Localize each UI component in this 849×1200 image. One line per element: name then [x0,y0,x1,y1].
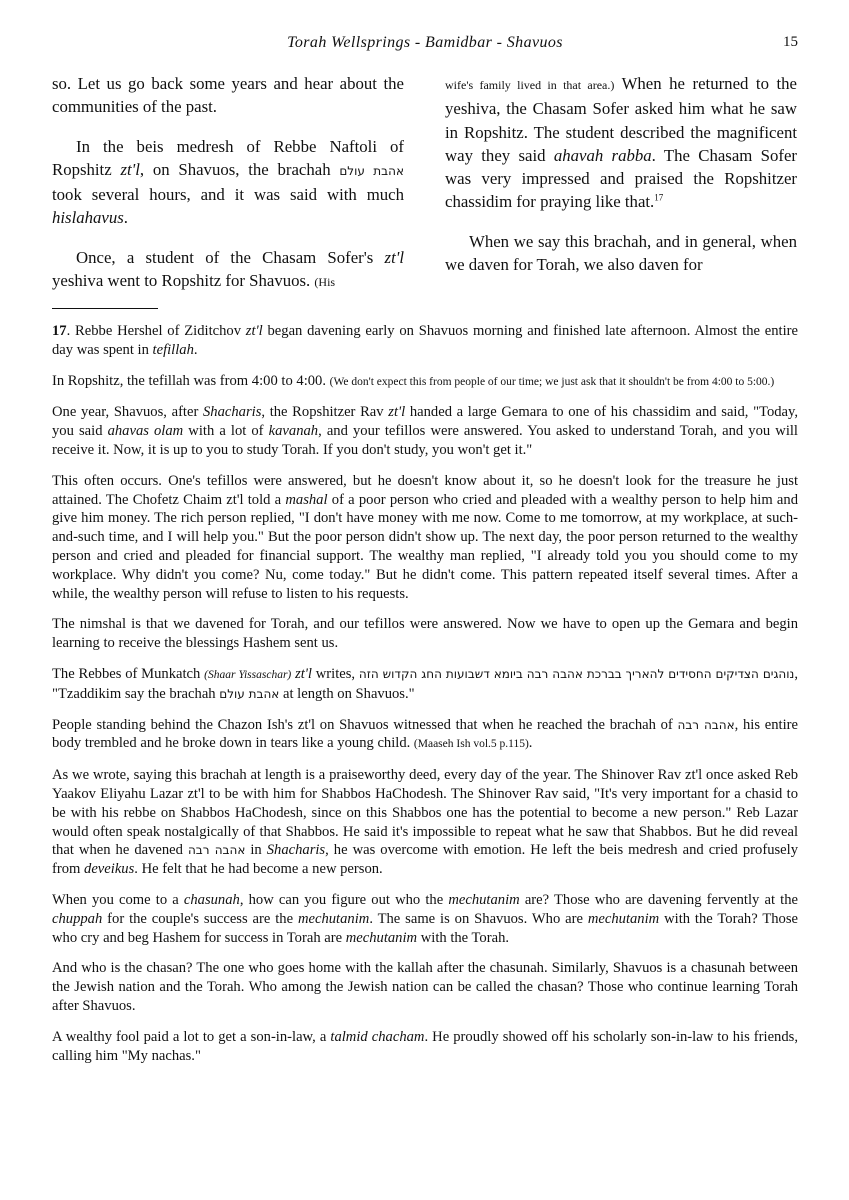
left-paragraph-1: so. Let us go back some years and hear about the communities of the past. [52,74,404,117]
text-span: yeshiva went to Ropshitz for Shavuos. [52,271,315,291]
italic-term: zt'l [120,159,140,179]
note-paragraph-10: And who is the chasan? The one who goes home with the kallah after the chasunah. Similarly, Shavuos is a chasunah between the Jewish nation and the Torah. Who among the Jewish nation can be called the chasan? Those who continue learning Torah after Shavuos. [52,960,798,1014]
text-span: When he returned to the yeshiva, the Chasam Sofer asked him what he saw in Ropshitz. The student described the magnificent way they said [445,74,797,165]
text-span: . He felt that he had become a new person. [134,861,383,878]
text-span: took several hours, and it was said with much [52,185,404,205]
italic-term: mechutanim [297,910,370,927]
italic-term: zt'l [245,323,263,339]
italic-term: Shacharis [203,404,262,421]
note-paragraph-8 [52,766,798,879]
italic-term: zt'l [384,247,404,267]
text-span: , his entire body trembled and he broke down in tears like a young child. [52,716,798,752]
page-number: 15 [783,34,798,50]
text-span: In the beis medresh of Rebbe Naftoli of Ropshitz [52,136,404,179]
text-span: When you come to a [52,891,184,908]
text-span: , on Shavuos, the brachah [139,159,340,179]
footnote-17 [52,322,798,360]
right-paragraph-2: When we say this brachah, and in general, when we daven for Torah, we also daven for [445,231,797,275]
italic-term: chasunah [183,891,240,908]
note-paragraph-4 [52,472,798,604]
right-column [445,72,797,292]
small-text: (We don't expect this from people of our time; we just ask that it shouldn't be from 4:00 to 5:00.) [329,375,775,388]
hebrew-text: אהבת עולם [339,163,404,178]
text-span: of a poor person who cried and pleaded with a wealthy person to help him and give him money. The rich person replied, "I don't have money with me now. Come to me tomorrow, at my workplace, at such-and-such time, and I will help you." But the poor person didn't show up. The next day, the poor person returned to the wealthy person and cried and pleaded for financial support. The wealthy man replied, "I already told you you should come to my workplace. Why didn't you come? Nu, come today." But he didn't come. This pattern repeated itself several times. After a while, the wealthy person will refuse to listen to his requests. [52,491,799,602]
text-span: in [245,842,267,859]
running-title: Torah Wellsprings - Bamidbar - Shavuos [287,34,563,51]
left-column [52,72,404,310]
footnotes [52,322,798,1077]
text-span: writes, [311,665,359,682]
italic-term: mechutanim [587,910,660,927]
text-span: The Rebbes of Munkatch [52,665,205,682]
left-paragraph-3 [52,246,404,295]
note-paragraph-7 [52,716,798,755]
text-span: with the Torah. [417,929,510,946]
text-span: Once, a student of the Chasam Sofer's [76,247,385,267]
small-text: (His [314,275,336,290]
text-span: are? Those who are davening fervently at the [519,891,798,908]
left-paragraph-2 [52,135,404,230]
text-span: . Rebbe Hershel of Ziditchov [66,323,246,339]
footnote-rule [52,308,158,309]
text-span: . [123,208,128,228]
text-span: , and your tefillos were answered. You asked to understand Torah, and you will receive it. Now, it is up to you to study Torah. If you don't study, you won't get it." [52,423,798,458]
text-span: . [193,341,198,358]
italic-term: mashal [285,491,328,508]
text-span: , he was overcome with emotion. He left the beis medresh and cried profusely from [52,842,798,878]
small-text: wife's family lived in that area.) [445,78,615,92]
italic-term: mechutanim [448,891,520,908]
italic-term: deveikus [84,861,135,878]
note-paragraph-5: The nimshal is that we davened for Torah, and our tefillos were answered. Now we have to open up the Gemara and begin learning to receive the blessings Hashem sent us. [52,616,798,652]
text-span: People standing behind the Chazon Ish's zt'l on Shavuos witnessed that when he reached the brachah of [52,716,678,733]
italic-term: talmid chacham [330,1028,425,1045]
italic-term: Shacharis [266,842,326,859]
right-paragraph-1 [445,72,797,214]
hebrew-text: אהבה רבה [187,843,246,858]
hebrew-text: אהבה רבה [677,717,735,732]
text-span: with a lot of [183,423,269,440]
small-text: (Shaar Yissaschar) [204,668,292,681]
text-span: handed a large Gemara to one of his chassidim and said, "Today, you said [52,404,799,440]
text-span: , how can you figure out who the [239,891,449,908]
note-paragraph-2 [52,372,798,392]
italic-term: hislahavus [52,208,124,228]
text-span: , "Tzaddikim say the brachah [52,665,798,702]
hebrew-text: נוהגים הצדיקים החסידים להאריך בברכת אהבה רבה ביומא דשבועות החג הקדוש הזה [358,666,795,681]
note-paragraph-3 [52,403,798,459]
italic-term: kavanah [268,423,319,440]
italic-term: ahavas olam [107,423,184,440]
text-span: . [528,735,533,752]
footnote-number: 17 [52,323,67,339]
italic-term: ahavah rabba [553,145,652,165]
text-span: This often occurs. One's tefillos were answered, but he doesn't know about it, so he doesn't look for the treasure he just attained. The Chofetz Chaim zt'l told a [52,472,798,508]
text-span: . The Chasam Sofer was very impressed and praised the Ropshitzer chassidim for praying like that. [445,145,797,212]
italic-term: chuppah [52,910,103,927]
hebrew-text: אהבת עולם [219,686,280,701]
page-header [52,34,798,56]
text-span: . He proudly showed off his scholarly son-in-law to his friends, calling him "My nachas." [52,1028,798,1064]
text-span: A wealthy fool paid a lot to get a son-in-law, a [52,1028,331,1045]
note-paragraph-9 [52,891,798,947]
text-span: . The same is on Shavuos. Who are [369,910,588,927]
text-span: One year, Shavuos, after [52,404,203,421]
footnote-ref: 17 [654,192,664,203]
text-span: In Ropshitz, the tefillah was from 4:00 to 4:00. [52,372,330,389]
note-paragraph-6 [52,665,798,704]
text-span: As we wrote, saying this brachah at length is a praiseworthy deed, every day of the year. The Shinover Rav zt'l once asked Reb Yaakov Eliyahu Lazar zt'l to be with him for Shabbos HaChodesh. The Shinover Rav said, "It's very important for a chasid to be with his rebbe on Shabbos HaChodesh, since on this Shabbos one has the potential to become a new person." Reb Lazar would often speak nostalgically of that Shabbos. He said it's impossible to repeat what he saw that Shabbos. But he did reveal that when he davened [52,767,798,859]
text-span: at length on Shavuos." [279,685,415,702]
text-span: began davening early on Shavuos morning and finished late afternoon. Almost the entire day was spent in [52,323,798,358]
italic-term: mechutanim [345,929,418,946]
italic-term: zt'l [388,404,406,421]
small-text: (Maaseh Ish vol.5 p.115) [413,738,529,751]
italic-term: tefillah [152,341,194,358]
note-paragraph-11 [52,1028,798,1066]
italic-term: zt'l [295,665,312,682]
text-span: with the Torah? Those who cry and beg Hashem for success in Torah are [52,910,798,946]
text-span: for the couple's success are the [102,910,298,927]
text-span: , the Ropshitzer Rav [261,404,389,421]
